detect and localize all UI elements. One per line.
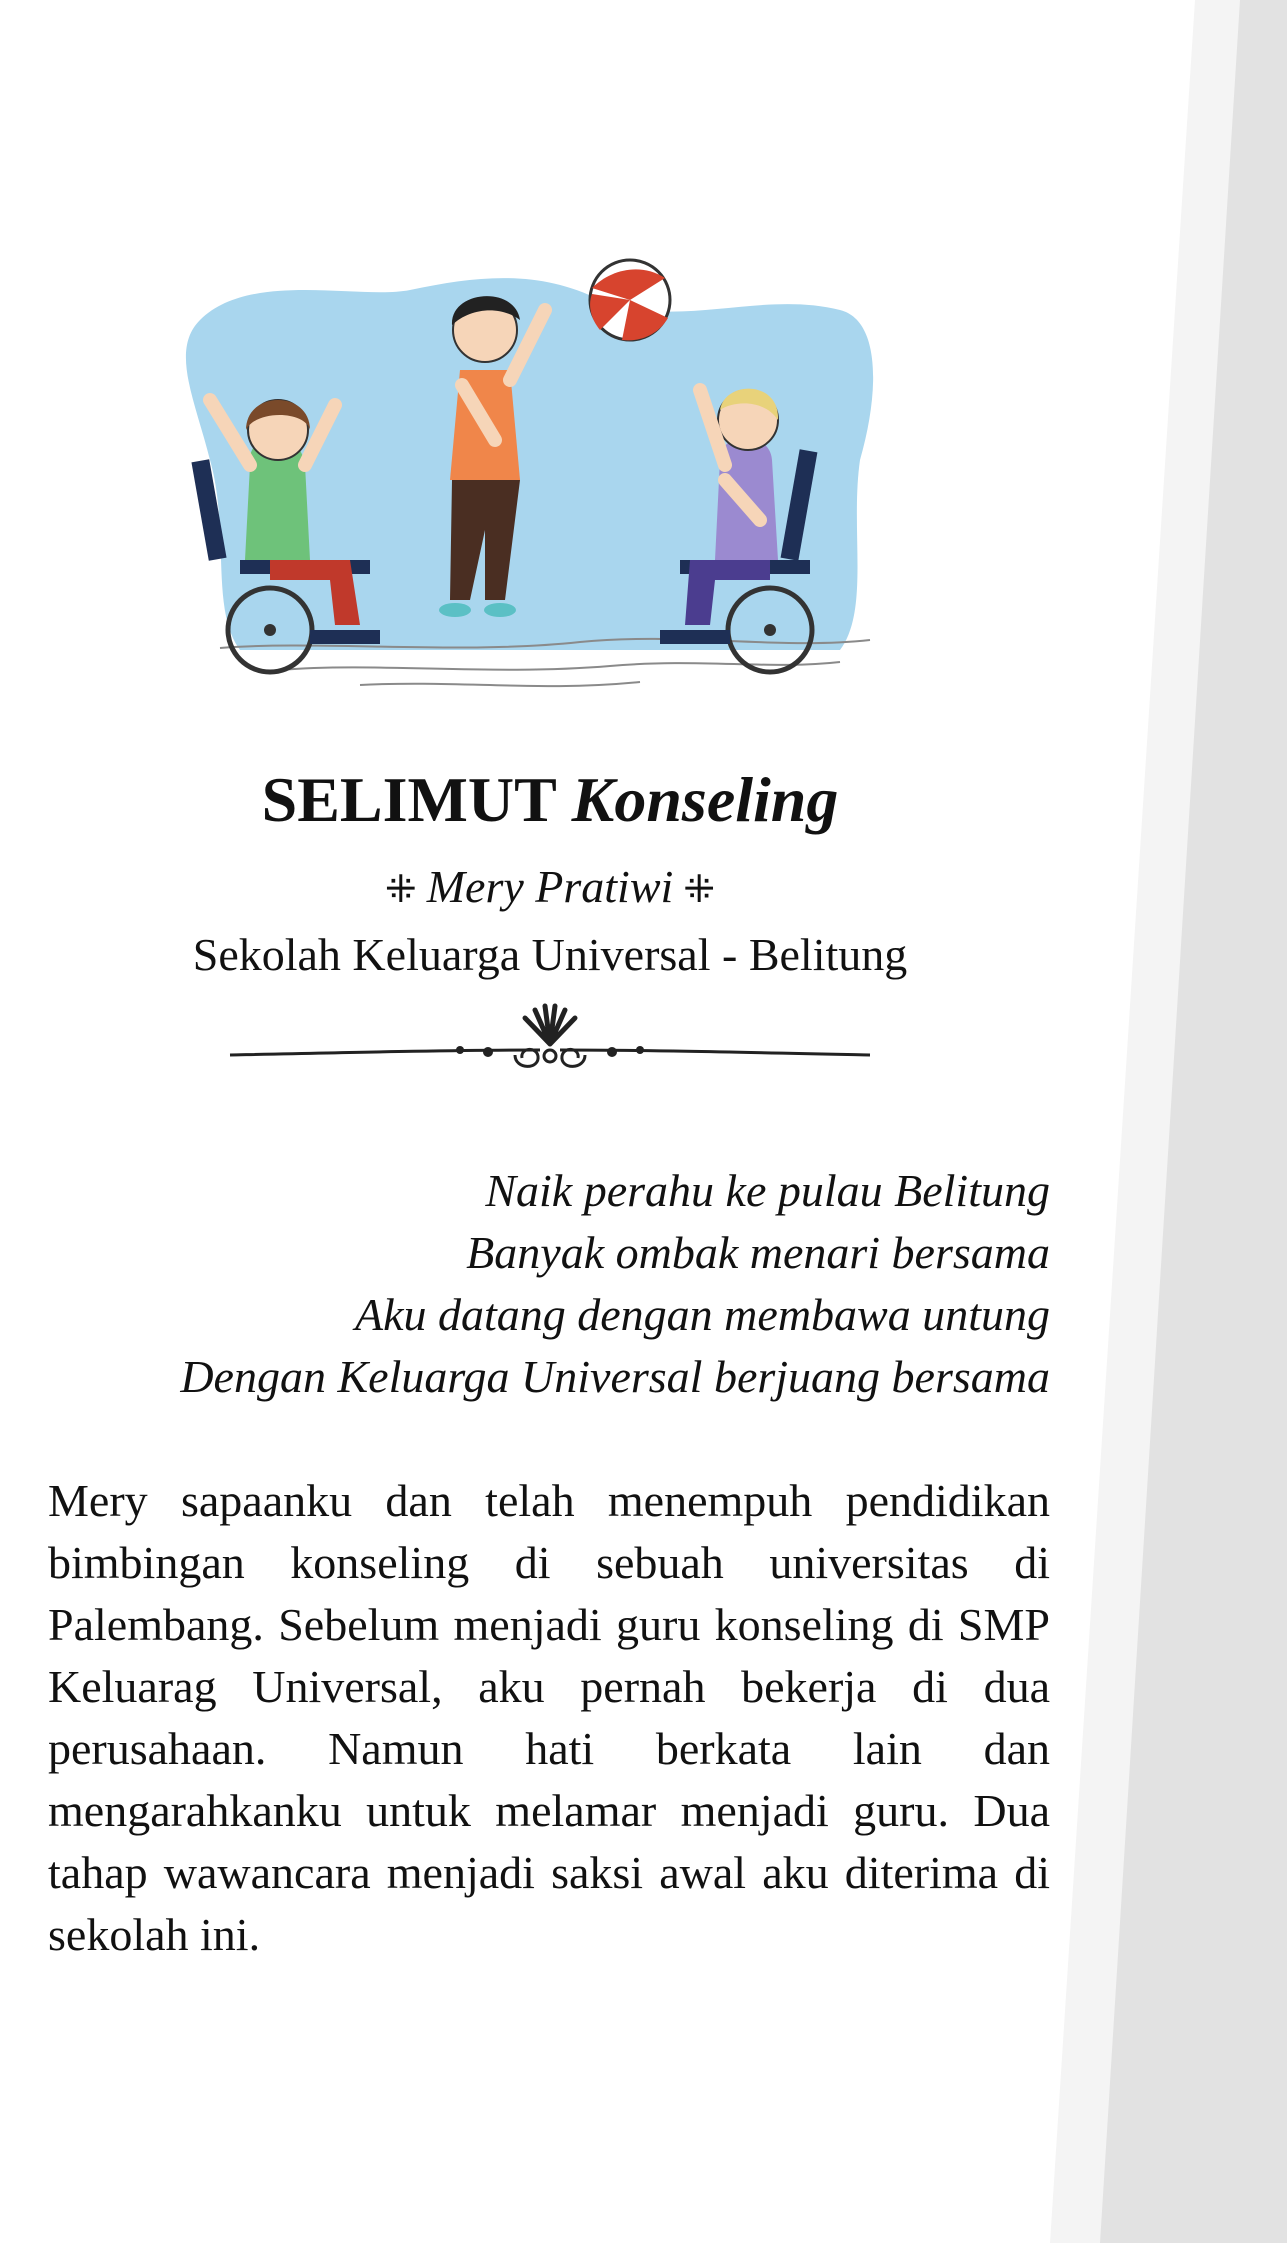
poem-line: Banyak ombak menari bersama (466, 1227, 1050, 1278)
author-name: Mery Pratiwi (426, 861, 674, 912)
title-italic: Konseling (571, 764, 839, 835)
author-ornament-left: ⁜ (384, 869, 417, 911)
school-name: Sekolah Keluarga Universal - Belitung (192, 929, 908, 980)
ornamental-divider-icon (220, 1000, 880, 1075)
title-bold: SELIMUT (261, 764, 556, 835)
poem-line: Aku datang dengan membawa untung (354, 1289, 1050, 1340)
children-playing-illustration (160, 230, 920, 700)
author-line (0, 862, 1100, 913)
beach-ball-icon (590, 260, 670, 340)
poem-line: Dengan Keluarga Universal berjuang bersama (180, 1351, 1050, 1402)
poem (0, 1160, 1050, 1408)
body-paragraph: Mery sapaanku dan telah menempuh pendidikan bimbingan konseling di sebuah universitas di Palembang. Sebelum menjadi guru konseling di SMP Keluarag Universal, aku pernah bekerja di dua perusahaan. Namun hati berkata lain dan mengarahkanku untuk melamar menjadi guru. Dua tahap wawancara menjadi saksi awal aku diterima di sekolah ini. (48, 1475, 1050, 1960)
author-ornament-right: ⁜ (683, 869, 716, 911)
poem-line: Naik perahu ke pulau Belitung (485, 1165, 1050, 1216)
page-title (0, 765, 1100, 835)
